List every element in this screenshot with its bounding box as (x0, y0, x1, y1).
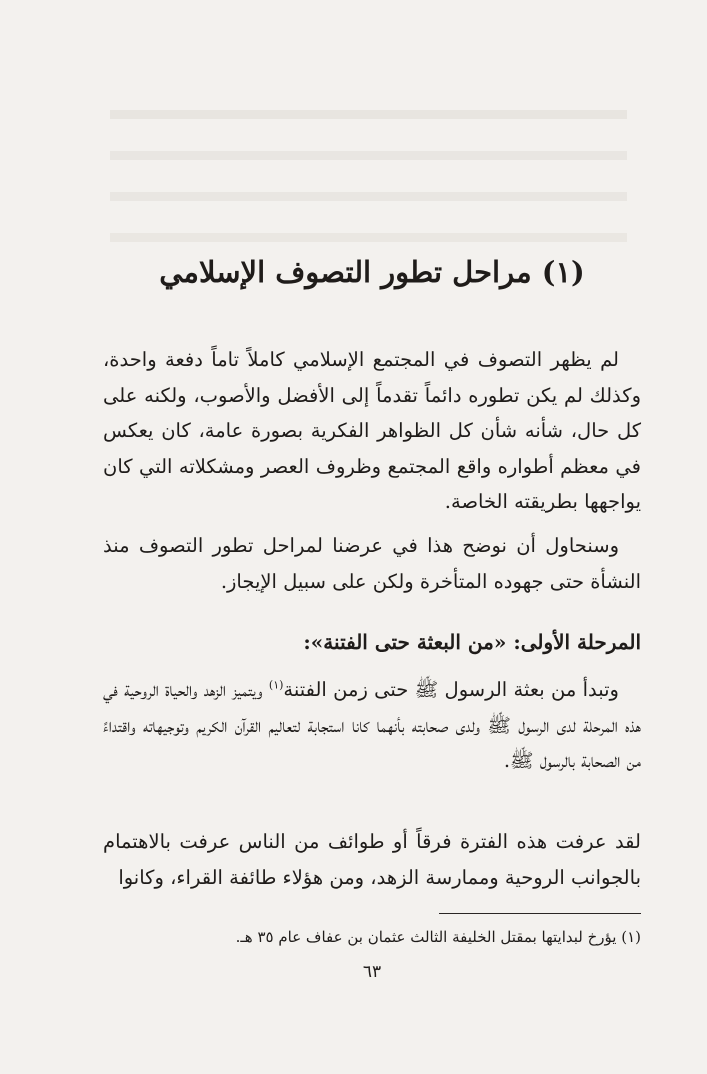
footnote-divider (439, 913, 641, 914)
footnote-marker[interactable]: (١) (268, 678, 284, 692)
paragraph-first-stage-start: وتبدأ من بعثة الرسول ﷺ حتى زمن الفتنة (283, 678, 619, 701)
footnote: (١) يؤرخ لبدايتها بمقتل الخليفة الثالث عثمان بن عفاف عام ٣٥ هـ. (235, 928, 641, 946)
chapter-title: (١) مراحل تطور التصوف الإسلامي (159, 255, 585, 289)
paragraph-first-stage-rest: ويتميز الزهد والحياة الروحية في هذه المرحلة لدى الرسول ﷺ ولدى صحابته بأنهما كانا استجابة لتعاليم القرآن الكريم وتوجيهاته واقتداءً من الصحابة بالرسول ﷺ. (103, 678, 641, 773)
page-number: ٦٣ (362, 962, 382, 982)
paragraph-intro: لم يظهر التصوف في المجتمع الإسلامي كاملاً تاماً دفعة واحدة، وكذلك لم يكن تطوره دائماً تقدماً إلى الأفضل والأصوب، ولكنه على كل حال، شأنه شأن كل الظواهر الفكرية بصورة عامة، كان يعكس في معظم أطواره واقع المجتمع وظروف العصر ومشكلاته التي كان يواجهها بطريقته الخاصة. (103, 348, 641, 514)
section-heading-first-stage: المرحلة الأولى: «من البعثة حتى الفتنة»: (303, 630, 641, 654)
bleed-through-texture (110, 88, 627, 258)
paragraph-outline: وسنحاول أن نوضح هذا في عرضنا لمراحل تطور التصوف منذ النشأة حتى جهوده المتأخرة ولكن على سبيل الإيجاز. (103, 534, 641, 593)
paragraph-first-stage (103, 672, 641, 779)
paragraph-groups: لقد عرفت هذه الفترة فرقاً أو طوائف من الناس عرفت بالاهتمام بالجوانب الروحية وممارسة الزهد، ومن هؤلاء طائفة القراء، وكانوا (103, 830, 641, 889)
